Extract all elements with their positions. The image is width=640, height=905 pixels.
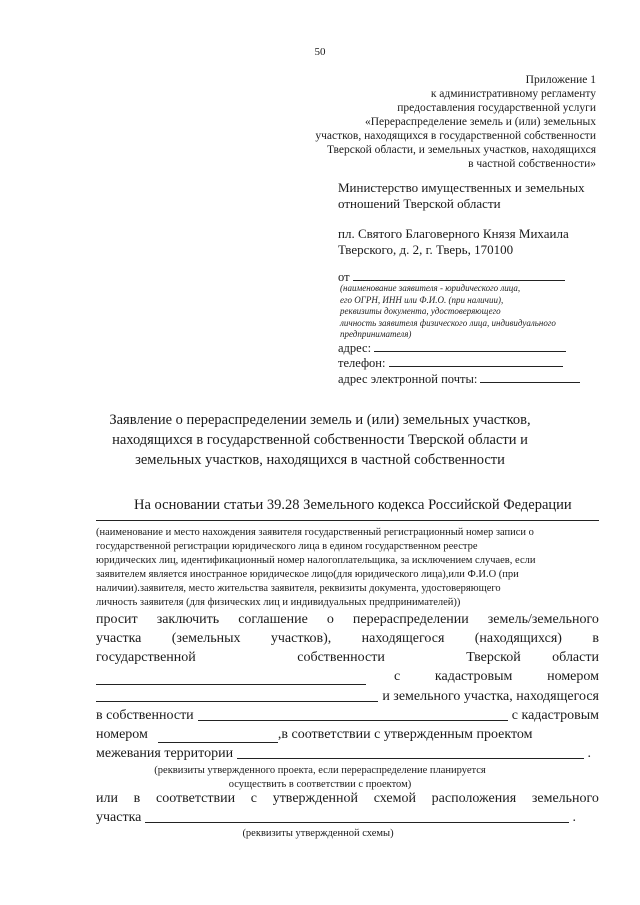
- word: номером: [547, 669, 599, 684]
- private-cad-blank[interactable]: [158, 728, 278, 743]
- word: соответствии: [155, 791, 236, 806]
- body-line-6: [96, 708, 599, 724]
- word: ,в соответствии с утвержденным проектом: [277, 727, 533, 742]
- document-title: [0, 410, 640, 470]
- note-line: государственной регистрации юридического лица в едином государственном реестре: [96, 541, 478, 552]
- word: .: [572, 810, 576, 825]
- word: .: [587, 746, 591, 761]
- word: утвержденной: [272, 791, 359, 806]
- phone-field: [338, 355, 563, 371]
- appendix-line: Тверской области, и земельных участков, находящихся: [327, 144, 596, 156]
- from-blank[interactable]: [353, 269, 565, 281]
- phone-label: телефон:: [338, 356, 386, 370]
- addressee-org: [338, 180, 585, 212]
- page-number: 50: [314, 46, 326, 58]
- word: соглашение: [238, 612, 308, 627]
- word: в собственности: [96, 708, 194, 723]
- note-line: (наименование и место нахождения заявителя государственный регистрационный номер записи о: [96, 527, 534, 538]
- word: участка: [96, 810, 142, 825]
- email-label: адрес электронной почты:: [338, 372, 478, 386]
- email-field: [338, 371, 580, 387]
- addressee-line: пл. Святого Благоверного Князя Михаила: [338, 226, 569, 241]
- addressee-line: Министерство имущественных и земельных: [338, 180, 585, 195]
- appendix-line: Приложение 1: [525, 74, 596, 86]
- body-line-1: [96, 612, 599, 628]
- word: (земельных: [171, 631, 241, 646]
- phone-blank[interactable]: [389, 355, 563, 367]
- body-line-3: [96, 650, 599, 666]
- addressee-address: [338, 226, 569, 258]
- from-hint: [340, 283, 556, 341]
- cad-number-blank[interactable]: [96, 700, 378, 702]
- word: номером: [96, 727, 148, 742]
- project-caption: [0, 764, 640, 792]
- note-line: наличии).заявителя, место жительства заявителя, реквизиты документа, удостоверяющего: [96, 583, 501, 594]
- applicant-note: [96, 526, 599, 610]
- appendix-line: предоставления государственной услуги: [397, 102, 596, 114]
- body-line-4: [96, 669, 599, 685]
- body-line-8: [96, 746, 591, 762]
- appendix-line: участков, находящихся в государственной собственности: [315, 130, 596, 142]
- owner-blank[interactable]: [198, 719, 508, 721]
- word: или: [96, 791, 118, 806]
- hint-line: предпринимателя): [340, 329, 412, 339]
- note-line: личность заявителя (для физических лиц и индивидуальных предпринимателей)): [96, 597, 461, 608]
- word: просит: [96, 612, 138, 627]
- body-line-2: [96, 631, 599, 647]
- body-line-7: [96, 727, 599, 743]
- scheme-caption: (реквизиты утвержденной схемы): [242, 828, 394, 839]
- word: земельного: [531, 791, 599, 806]
- word: схемой: [373, 791, 416, 806]
- word: Тверской: [466, 650, 521, 665]
- body-line-9: [96, 791, 599, 807]
- word: в: [592, 631, 599, 646]
- caption-line: осуществить в соответствии с проектом): [228, 779, 412, 790]
- applicant-blank[interactable]: [96, 520, 599, 521]
- address-field: [338, 340, 566, 356]
- word: участков),: [270, 631, 332, 646]
- word: участка: [96, 631, 142, 646]
- email-blank[interactable]: [480, 371, 580, 383]
- title-line: земельных участков, находящихся в частной собственности: [135, 452, 505, 468]
- from-label: от: [338, 270, 350, 284]
- word: области: [552, 650, 599, 665]
- word: (находящихся): [474, 631, 562, 646]
- word: перераспределении: [352, 612, 469, 627]
- addressee-line: Тверского, д. 2, г. Тверь, 170100: [338, 242, 514, 257]
- word: с кадастровым: [511, 708, 599, 723]
- caption-line: (реквизиты утвержденного проекта, если перераспределение планируется: [154, 765, 486, 776]
- word: с: [394, 669, 401, 684]
- word: расположения: [431, 791, 517, 806]
- word: находящегося: [361, 631, 445, 646]
- body-line-10: [96, 810, 576, 826]
- appendix-header: [266, 73, 596, 171]
- project-blank[interactable]: [237, 757, 583, 759]
- appendix-line: «Перераспределение земель и (или) земельных: [364, 116, 596, 128]
- word: в: [133, 791, 141, 806]
- hint-line: личность заявителя физического лица, индивидуального: [340, 317, 556, 328]
- hint-line: его ОГРН, ИНН или Ф.И.О. (при наличии),: [340, 294, 504, 305]
- addressee-line: отношений Тверской области: [338, 196, 501, 211]
- word: собственности: [297, 650, 385, 665]
- address-blank[interactable]: [374, 340, 566, 352]
- body-line-5: [96, 689, 599, 705]
- appendix-line: к административному регламенту: [430, 88, 596, 100]
- title-line: Заявление о перераспределении земель и (или) земельных участков,: [109, 412, 531, 428]
- word: с: [250, 791, 257, 806]
- word: государственной: [96, 650, 196, 665]
- word: и земельного участка, находящегося: [382, 689, 599, 704]
- word: о: [326, 612, 334, 627]
- word: межевания территории: [96, 746, 234, 761]
- hint-line: реквизиты документа, удостоверяющего: [340, 306, 501, 316]
- hint-line: (наименование заявителя - юридического лица,: [340, 283, 521, 293]
- word: земель/земельного: [487, 612, 599, 627]
- note-line: юридических лиц, идентификационный номер налогоплательщика, за исключением случаев, если: [96, 555, 536, 566]
- title-line: находящихся в государственной собственности Тверской области и: [112, 432, 528, 448]
- appendix-line: в частной собственности»: [468, 158, 596, 170]
- word: кадастровым: [434, 669, 513, 684]
- note-line: заявителем является иностранное юридическое лицо(для юридического лица),или Ф.И.О (при: [96, 569, 519, 580]
- word: заключить: [156, 612, 220, 627]
- state-land-blank[interactable]: [96, 670, 366, 685]
- legal-basis: На основании статьи 39.28 Земельного кодекса Российской Федерации: [134, 497, 572, 513]
- scheme-blank[interactable]: [145, 821, 568, 823]
- address-label: адрес:: [338, 341, 372, 355]
